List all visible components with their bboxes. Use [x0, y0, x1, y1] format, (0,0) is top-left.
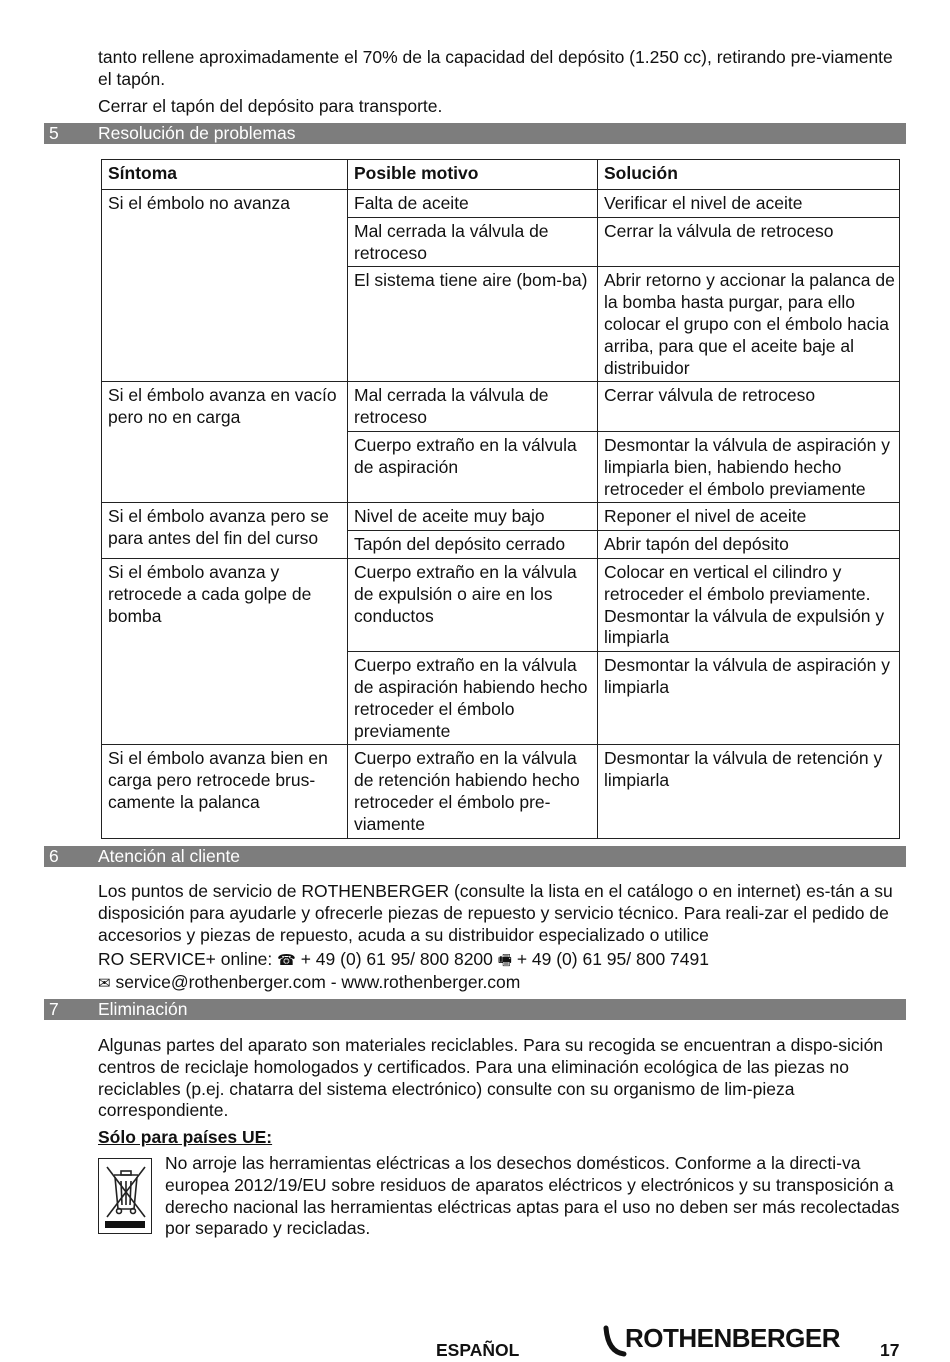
table-row: [102, 190, 900, 218]
fax-number: + 49 (0) 61 95/ 800 7491: [516, 949, 709, 969]
intro-sentence: Cerrar el tapón del depósito para transporte.: [98, 96, 443, 116]
solution-cell: Colocar en vertical el cilindro y retroceder el émbolo previamente. Desmontar la válvula de expulsión y limpiarla: [598, 558, 900, 651]
cause-cell: Mal cerrada la válvula de retroceso: [348, 217, 598, 267]
eu-only-heading: Sólo para países UE:: [98, 1127, 273, 1147]
section-header-troubleshooting: [44, 123, 906, 144]
solution-cell: Verificar el nivel de aceite: [598, 190, 900, 218]
symptom-cell: Si el émbolo avanza pero se para antes del fin del curso: [102, 503, 348, 559]
table-row: [102, 745, 900, 838]
column-header: Posible motivo: [348, 160, 598, 190]
cause-cell: Cuerpo extraño en la válvula de retención habiendo hecho retroceder el émbolo pre-viamente: [348, 745, 598, 838]
cause-cell: Nivel de aceite muy bajo: [348, 503, 598, 531]
table-header-row: [102, 160, 900, 190]
solution-cell: Desmontar la válvula de aspiración y limpiarla: [598, 652, 900, 745]
section-header-customer-service: [44, 846, 906, 867]
solution-cell: Cerrar válvula de retroceso: [598, 382, 900, 432]
footer-language: ESPAÑOL: [436, 1340, 520, 1360]
symptom-cell: Si el émbolo no avanza: [102, 190, 348, 382]
section-title: Eliminación: [98, 999, 188, 1019]
solution-cell: Cerrar la válvula de retroceso: [598, 217, 900, 267]
solution-cell: Abrir retorno y accionar la palanca de la bomba hasta purgar, para ello colocar el grupo con el émbolo hacia arriba, para que el aceite baje al distribuidor: [598, 267, 900, 382]
cause-cell: Falta de aceite: [348, 190, 598, 218]
section-title: Resolución de problemas: [98, 123, 296, 143]
table-row: [102, 558, 900, 651]
service-label: RO SERVICE+ online:: [98, 949, 273, 969]
website-link[interactable]: www.rothenberger.com: [341, 971, 521, 992]
cause-cell: Tapón del depósito cerrado: [348, 531, 598, 559]
section-header-disposal: [44, 999, 906, 1020]
cause-cell: Mal cerrada la válvula de retroceso: [348, 382, 598, 432]
eu-disposal-text: No arroje las herramientas eléctricas a los desechos domésticos. Conforme a la directi-va europea 2012/19/EU sobre residuos de aparatos eléctricos y electrónicos y su transposición a derecho nacional las herramientas eléctricas aptas para el uso no deben ser más recolectadas por separado y recicladas.: [165, 1153, 900, 1239]
email-link[interactable]: service@rothenberger.com: [115, 971, 326, 992]
contact-line: [98, 949, 898, 995]
crossed-bin-icon: [98, 1158, 152, 1234]
customer-service-paragraph: Los puntos de servicio de ROTHENBERGER (consulte la lista en el catálogo o en internet) es-tán a su disposición para ayudarle y ofrecerle piezas de repuesto y servicio técnico. Para reali-zar el pedido de accesorios y piezas de repuesto, acuda a su distribuidor especializado o utilice: [98, 881, 893, 945]
section-title: Atención al cliente: [98, 846, 241, 866]
solution-cell: Reponer el nivel de aceite: [598, 503, 900, 531]
solution-cell: Abrir tapón del depósito: [598, 531, 900, 559]
cause-cell: El sistema tiene aire (bom-ba): [348, 267, 598, 382]
cause-cell: Cuerpo extraño en la válvula de aspiración: [348, 431, 598, 502]
symptom-cell: Si el émbolo avanza en vacío pero no en carga: [102, 382, 348, 503]
phone-icon: ☎: [277, 951, 296, 969]
table-row: [102, 382, 900, 432]
section-number: 7: [49, 999, 59, 1019]
section-number: 5: [49, 123, 59, 143]
column-header: Síntoma: [102, 160, 348, 190]
page-number: 17: [880, 1340, 900, 1360]
table-row: [102, 503, 900, 531]
separator: -: [330, 971, 337, 992]
symptom-cell: Si el émbolo avanza bien en carga pero retrocede brus-camente la palanca: [102, 745, 348, 838]
disposal-paragraph: Algunas partes del aparato son materiales reciclables. Para su recogida se encuentran a dispo-sición centros de reciclaje homologados y certificados. Para una eliminación ecológica de las piezas no reciclables (p.ej. chatarra del sistema electrónico) consulte con su organismo de lim-pieza correspondiente.: [98, 1035, 884, 1121]
intro-paragraph: tanto rellene aproximadamente el 70% de la capacidad del depósito (1.250 cc), retirando pre-viamente el tapón.: [98, 47, 893, 89]
cause-cell: Cuerpo extraño en la válvula de expulsión o aire en los conductos: [348, 558, 598, 651]
fax-icon: 🖷: [497, 951, 512, 969]
brand-logo-text: ROTHENBERGER: [625, 1323, 841, 1353]
section-number: 6: [49, 846, 59, 866]
mail-icon: ✉: [98, 973, 111, 992]
solution-cell: Desmontar la válvula de retención y limpiarla: [598, 745, 900, 838]
phone-number: + 49 (0) 61 95/ 800 8200: [300, 949, 493, 969]
troubleshooting-table: [101, 159, 900, 839]
solution-cell: Desmontar la válvula de aspiración y limpiarla bien, habiendo hecho retroceder el émbolo previamente: [598, 431, 900, 502]
symptom-cell: Si el émbolo avanza y retrocede a cada golpe de bomba: [102, 558, 348, 744]
column-header: Solución: [598, 160, 900, 190]
cause-cell: Cuerpo extraño en la válvula de aspiración habiendo hecho retroceder el émbolo previamente: [348, 652, 598, 745]
